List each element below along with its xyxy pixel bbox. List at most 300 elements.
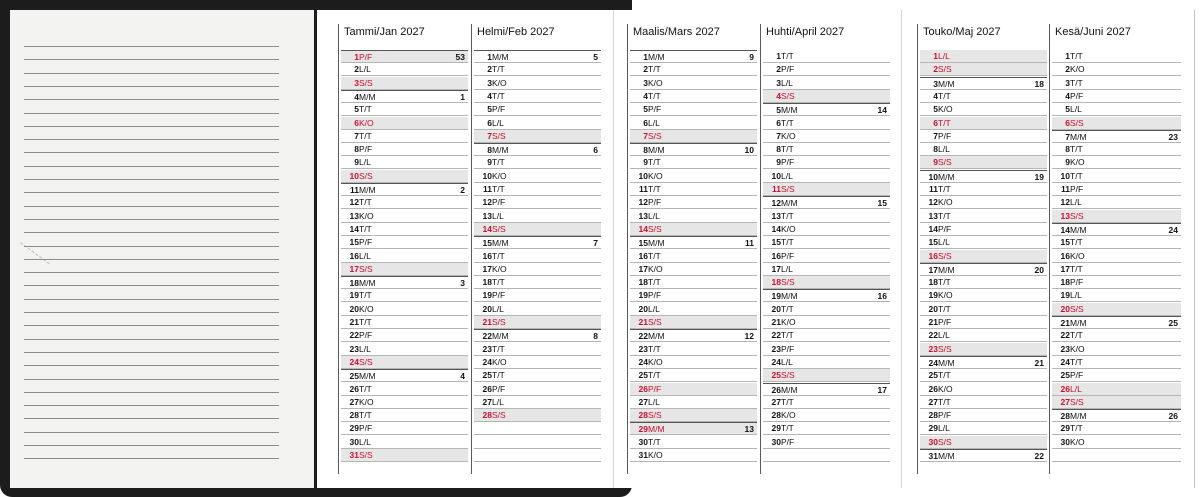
day-number: 1 xyxy=(643,52,648,62)
day-row xyxy=(630,289,757,302)
week-number: 16 xyxy=(877,291,887,302)
weekday-label: L/L xyxy=(781,170,793,181)
day-number: 25 xyxy=(928,370,938,381)
weekday-label: M/M xyxy=(781,198,798,209)
weekday-label: L/L xyxy=(938,330,950,341)
day-number: 5 xyxy=(487,104,492,115)
weekday-label: P/F xyxy=(492,290,506,301)
day-number: 25 xyxy=(638,370,648,381)
note-line xyxy=(24,339,279,340)
day-number: 6 xyxy=(933,117,938,128)
column-rule xyxy=(917,24,918,474)
day-row xyxy=(630,210,757,223)
weekday-label: L/L xyxy=(359,436,371,447)
weekday-label: T/T xyxy=(359,223,372,234)
weekday-label: S/S xyxy=(938,343,952,354)
day-number: 12 xyxy=(1060,197,1070,208)
weekday-label: K/O xyxy=(648,170,663,181)
weekday-label: S/S xyxy=(359,77,373,88)
day-number: 21 xyxy=(638,317,648,327)
weekday-label: S/S xyxy=(492,410,506,421)
page-fold xyxy=(613,10,614,488)
weekday-label: K/O xyxy=(1070,343,1085,354)
day-number: 11 xyxy=(772,184,781,194)
note-line xyxy=(24,113,279,114)
weekday-label: P/F xyxy=(648,290,662,301)
day-number: 5 xyxy=(933,104,938,115)
day-row xyxy=(474,90,601,103)
weekday-label: T/T xyxy=(781,303,794,314)
day-number: 29 xyxy=(771,423,781,434)
day-number: 18 xyxy=(638,277,648,288)
day-row xyxy=(341,143,468,156)
note-line xyxy=(24,59,279,60)
day-row xyxy=(474,369,601,382)
day-row xyxy=(1052,196,1181,209)
weekday-label: K/O xyxy=(1070,436,1085,447)
day-number: 30 xyxy=(638,436,648,447)
day-number: 30 xyxy=(1060,436,1070,447)
weekday-label: L/L xyxy=(1070,290,1082,301)
day-number: 7 xyxy=(776,130,781,141)
day-row xyxy=(763,196,890,209)
day-row xyxy=(920,183,1047,196)
day-number: 5 xyxy=(776,105,781,116)
weekday-label: P/F xyxy=(359,144,373,155)
week-number: 11 xyxy=(745,238,754,249)
weekday-label: T/T xyxy=(492,64,505,75)
day-number: 20 xyxy=(771,303,781,314)
day-row xyxy=(1052,236,1181,249)
day-row xyxy=(1052,103,1181,116)
day-row xyxy=(630,236,757,249)
weekday-label: S/S xyxy=(648,130,662,141)
day-row xyxy=(763,383,890,396)
day-number: 20 xyxy=(349,303,359,314)
note-line xyxy=(24,445,279,446)
day-row xyxy=(763,369,890,382)
day-row xyxy=(763,50,890,63)
day-row xyxy=(920,289,1047,302)
weekday-label: L/L xyxy=(648,396,660,407)
note-line xyxy=(24,73,279,74)
month-title: Maalis/Mars 2027 xyxy=(633,26,720,38)
day-number: 2 xyxy=(487,64,492,75)
weekday-label: S/S xyxy=(359,263,373,274)
week-number: 53 xyxy=(455,52,465,62)
weekday-label: M/M xyxy=(938,451,955,461)
day-number: 11 xyxy=(350,185,359,195)
week-number: 6 xyxy=(593,145,598,156)
day-number: 20 xyxy=(638,303,648,314)
day-number: 16 xyxy=(928,250,938,261)
note-line xyxy=(24,418,279,419)
note-line xyxy=(24,126,279,127)
week-number: 24 xyxy=(1168,224,1178,235)
week-number: 26 xyxy=(1168,411,1178,422)
day-number: 14 xyxy=(482,223,492,234)
day-row xyxy=(763,409,890,422)
weekday-label: M/M xyxy=(648,145,665,156)
day-number: 22 xyxy=(771,330,781,341)
weekday-label: T/T xyxy=(781,423,794,434)
note-line xyxy=(24,405,279,406)
day-row xyxy=(341,63,468,76)
week-number: 23 xyxy=(1168,131,1178,142)
day-number: 15 xyxy=(638,238,648,249)
day-row xyxy=(474,196,601,209)
column-rule xyxy=(338,24,339,474)
day-number: 15 xyxy=(771,237,781,248)
day-number: 19 xyxy=(771,291,781,302)
day-row xyxy=(630,329,757,342)
day-number: 8 xyxy=(643,145,648,156)
weekday-label: S/S xyxy=(938,250,952,261)
day-row xyxy=(474,383,601,396)
day-row xyxy=(920,316,1047,329)
day-number: 15 xyxy=(349,237,359,248)
day-row xyxy=(341,343,468,356)
day-number: 24 xyxy=(349,356,359,367)
week-number: 5 xyxy=(593,52,598,62)
day-row xyxy=(920,236,1047,249)
weekday-label: P/F xyxy=(938,130,952,141)
weekday-label: L/L xyxy=(1070,104,1082,115)
day-row xyxy=(920,170,1047,183)
day-number: 31 xyxy=(928,451,938,461)
day-row xyxy=(474,50,601,63)
day-row xyxy=(920,383,1047,396)
weekday-label: T/T xyxy=(648,370,661,381)
weekday-label: P/F xyxy=(492,197,506,208)
day-row xyxy=(1052,422,1181,435)
day-row xyxy=(341,449,468,462)
day-row xyxy=(763,223,890,236)
day-row xyxy=(920,329,1047,342)
day-row xyxy=(1052,276,1181,289)
weekday-label: L/L xyxy=(492,396,504,407)
day-number: 26 xyxy=(482,383,492,394)
day-row xyxy=(763,250,890,263)
weekday-label: T/T xyxy=(359,383,372,394)
day-row xyxy=(763,210,890,223)
note-line xyxy=(24,392,279,393)
day-number: 9 xyxy=(776,157,781,168)
weekday-label: P/F xyxy=(781,436,795,447)
day-number: 10 xyxy=(482,170,492,181)
week-number: 21 xyxy=(1034,357,1044,368)
day-number: 18 xyxy=(349,278,359,289)
weekday-label: M/M xyxy=(648,424,665,435)
day-number: 26 xyxy=(928,383,938,394)
day-number: 31 xyxy=(349,450,359,460)
weekday-label: T/T xyxy=(648,343,661,354)
weekday-label: L/L xyxy=(492,303,504,314)
weekday-label: T/T xyxy=(781,330,794,341)
day-number: 1 xyxy=(776,51,781,61)
day-row xyxy=(920,436,1047,449)
weekday-label: T/T xyxy=(1070,237,1083,248)
weekday-label: T/T xyxy=(648,90,661,101)
day-number: 17 xyxy=(638,263,648,274)
day-number: 22 xyxy=(349,330,359,341)
weekday-label: P/F xyxy=(781,64,795,75)
day-row xyxy=(630,276,757,289)
note-line xyxy=(24,179,279,180)
day-row xyxy=(920,156,1047,169)
weekday-label: S/S xyxy=(359,356,373,367)
day-number: 3 xyxy=(487,77,492,88)
day-row xyxy=(1052,77,1181,90)
weekday-label: M/M xyxy=(1070,318,1087,328)
day-row xyxy=(1052,436,1181,449)
day-row xyxy=(474,210,601,223)
day-row xyxy=(1052,396,1181,409)
weekday-label: S/S xyxy=(648,223,662,234)
week-number: 7 xyxy=(593,238,598,249)
day-number: 3 xyxy=(1065,77,1070,88)
weekday-label: L/L xyxy=(781,356,793,367)
day-number: 25 xyxy=(771,370,781,381)
month-title: Huhti/April 2027 xyxy=(766,26,845,38)
month-title: Touko/Maj 2027 xyxy=(923,26,1001,38)
month-title: Helmi/Feb 2027 xyxy=(477,26,555,38)
day-row xyxy=(341,422,468,435)
day-row xyxy=(763,329,890,342)
empty-row xyxy=(474,449,601,462)
day-row xyxy=(763,436,890,449)
column-rule xyxy=(627,24,628,474)
weekday-label: T/T xyxy=(359,317,372,327)
weekday-label: T/T xyxy=(492,184,505,194)
day-row xyxy=(630,63,757,76)
weekday-label: S/S xyxy=(359,450,373,460)
day-row xyxy=(763,343,890,356)
day-row xyxy=(763,117,890,130)
weekday-label: S/S xyxy=(1070,117,1084,128)
weekday-label: K/O xyxy=(492,263,507,274)
weekday-label: M/M xyxy=(492,331,509,342)
weekday-label: P/F xyxy=(1070,90,1084,101)
weekday-label: M/M xyxy=(492,238,509,249)
week-number: 1 xyxy=(460,91,465,102)
day-number: 20 xyxy=(1060,303,1070,314)
day-row xyxy=(341,170,468,183)
day-row xyxy=(1052,130,1181,143)
day-number: 19 xyxy=(349,290,359,301)
day-number: 11 xyxy=(1061,184,1070,194)
weekday-label: L/L xyxy=(648,117,660,128)
weekday-label: T/T xyxy=(359,410,372,421)
day-row xyxy=(920,210,1047,223)
day-row xyxy=(630,90,757,103)
day-number: 19 xyxy=(928,290,938,301)
day-row xyxy=(630,250,757,263)
week-number: 22 xyxy=(1034,451,1044,461)
day-row xyxy=(920,369,1047,382)
day-number: 1 xyxy=(933,51,938,61)
weekday-label: T/T xyxy=(781,117,794,128)
column-rule xyxy=(760,24,761,474)
day-row xyxy=(474,329,601,342)
weekday-label: S/S xyxy=(492,223,506,234)
day-row xyxy=(763,103,890,116)
day-number: 25 xyxy=(1060,370,1070,381)
day-row xyxy=(474,183,601,196)
weekday-label: T/T xyxy=(648,64,661,75)
day-number: 23 xyxy=(638,343,648,354)
weekday-label: L/L xyxy=(648,303,660,314)
weekday-label: K/O xyxy=(781,410,796,421)
note-line xyxy=(24,458,279,459)
week-number: 8 xyxy=(593,331,598,342)
day-row xyxy=(474,156,601,169)
day-number: 27 xyxy=(638,396,648,407)
day-row xyxy=(920,90,1047,103)
weekday-label: T/T xyxy=(492,250,505,261)
weekday-label: T/T xyxy=(492,370,505,381)
day-row xyxy=(1052,50,1181,63)
day-number: 26 xyxy=(638,383,648,394)
weekday-label: K/O xyxy=(781,223,796,234)
weekday-label: T/T xyxy=(492,343,505,354)
day-row xyxy=(1052,63,1181,76)
day-row xyxy=(341,117,468,130)
day-number: 27 xyxy=(1060,396,1070,407)
weekday-label: K/O xyxy=(648,450,663,460)
day-row xyxy=(474,236,601,249)
weekday-label: S/S xyxy=(781,277,795,288)
day-number: 1 xyxy=(1065,51,1070,61)
weekday-label: K/O xyxy=(938,104,953,115)
day-row xyxy=(763,276,890,289)
weekday-label: L/L xyxy=(359,250,371,261)
weekday-label: P/F xyxy=(648,383,662,394)
day-row xyxy=(763,130,890,143)
day-number: 28 xyxy=(349,410,359,421)
day-row xyxy=(341,183,468,196)
day-number: 16 xyxy=(1060,250,1070,261)
day-row xyxy=(630,170,757,183)
day-row xyxy=(341,223,468,236)
day-number: 5 xyxy=(643,104,648,115)
day-number: 17 xyxy=(771,263,781,274)
day-number: 16 xyxy=(482,250,492,261)
day-row xyxy=(920,303,1047,316)
day-number: 1 xyxy=(354,52,359,62)
day-row xyxy=(1052,156,1181,169)
day-number: 13 xyxy=(771,210,781,221)
day-row xyxy=(341,263,468,276)
day-row xyxy=(920,223,1047,236)
weekday-label: S/S xyxy=(938,157,952,168)
day-number: 28 xyxy=(928,410,938,421)
day-row xyxy=(763,263,890,276)
day-number: 12 xyxy=(482,197,492,208)
day-row xyxy=(630,77,757,90)
day-row xyxy=(920,196,1047,209)
weekday-label: K/O xyxy=(492,77,507,88)
weekday-label: K/O xyxy=(938,197,953,208)
day-number: 8 xyxy=(487,145,492,156)
weekday-label: P/F xyxy=(648,197,662,208)
day-row xyxy=(474,263,601,276)
week-number: 13 xyxy=(744,424,754,435)
day-number: 27 xyxy=(482,396,492,407)
weekday-label: K/O xyxy=(938,383,953,394)
weekday-label: L/L xyxy=(359,64,371,75)
day-row xyxy=(630,356,757,369)
day-row xyxy=(474,143,601,156)
day-row xyxy=(1052,250,1181,263)
note-line xyxy=(24,352,279,353)
day-row xyxy=(920,396,1047,409)
day-number: 2 xyxy=(933,64,938,75)
weekday-label: K/O xyxy=(492,356,507,367)
day-row xyxy=(341,289,468,302)
weekday-label: S/S xyxy=(359,170,373,181)
day-row xyxy=(630,50,757,63)
weekday-label: T/T xyxy=(1070,51,1083,61)
day-row xyxy=(474,396,601,409)
day-number: 9 xyxy=(1065,157,1070,168)
day-number: 9 xyxy=(487,157,492,168)
weekday-label: L/L xyxy=(938,423,950,434)
day-row xyxy=(630,130,757,143)
weekday-label: S/S xyxy=(492,317,506,327)
day-row xyxy=(1052,369,1181,382)
day-row xyxy=(630,196,757,209)
empty-row xyxy=(474,436,601,449)
day-number: 8 xyxy=(933,144,938,155)
day-row xyxy=(630,103,757,116)
weekday-label: T/T xyxy=(359,290,372,301)
weekday-label: P/F xyxy=(781,250,795,261)
weekday-label: P/F xyxy=(359,423,373,434)
day-row xyxy=(341,303,468,316)
day-number: 18 xyxy=(928,277,938,288)
day-row xyxy=(630,369,757,382)
day-number: 8 xyxy=(1065,144,1070,155)
week-number: 15 xyxy=(877,198,887,209)
day-row xyxy=(630,183,757,196)
day-number: 16 xyxy=(771,250,781,261)
day-row xyxy=(341,396,468,409)
weekday-label: M/M xyxy=(359,278,376,289)
weekday-label: P/F xyxy=(359,330,373,341)
day-row xyxy=(341,409,468,422)
day-number: 2 xyxy=(776,64,781,75)
day-row xyxy=(763,170,890,183)
day-row xyxy=(763,90,890,103)
weekday-label: T/T xyxy=(492,90,505,101)
day-number: 30 xyxy=(771,436,781,447)
note-line xyxy=(24,166,279,167)
weekday-label: T/T xyxy=(938,277,951,288)
day-number: 19 xyxy=(482,290,492,301)
day-row xyxy=(920,422,1047,435)
day-number: 6 xyxy=(643,117,648,128)
day-number: 3 xyxy=(776,77,781,88)
note-line xyxy=(24,232,279,233)
note-line xyxy=(24,99,279,100)
day-number: 30 xyxy=(349,436,359,447)
day-number: 23 xyxy=(1060,343,1070,354)
weekday-label: T/T xyxy=(359,197,372,208)
weekday-label: M/M xyxy=(1070,131,1087,142)
month-title: Tammi/Jan 2027 xyxy=(344,26,425,38)
weekday-label: L/L xyxy=(938,237,950,248)
